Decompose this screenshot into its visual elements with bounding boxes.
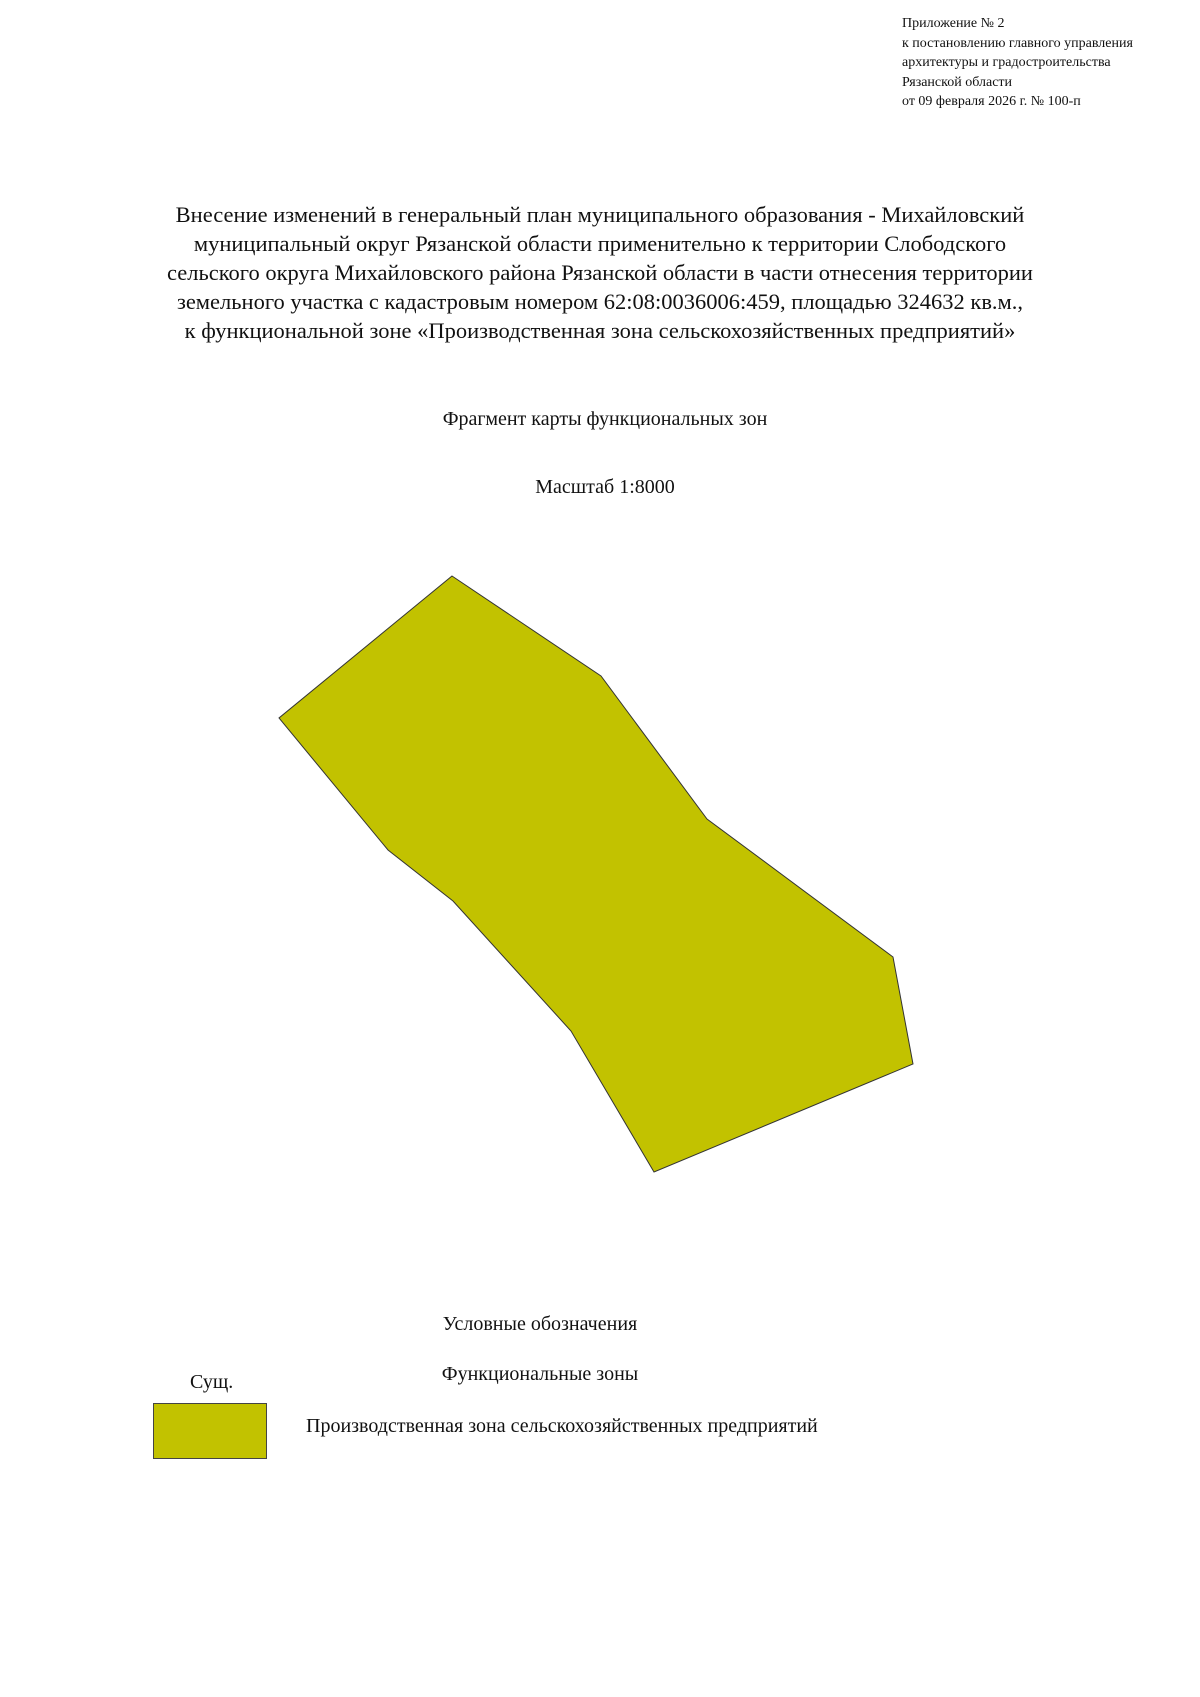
appendix-line: Рязанской области — [902, 74, 1013, 90]
legend-note: Сущ. — [190, 1371, 234, 1393]
legend-item-label: Производственная зона сельскохозяйственных предприятий — [306, 1415, 818, 1437]
zone-polygon — [279, 576, 913, 1172]
appendix-line: Приложение № 2 — [902, 16, 1005, 31]
map-scale: Масштаб 1:8000 — [535, 476, 675, 498]
appendix-line: от 09 февраля 2026 г. № 100-п — [902, 94, 1081, 109]
title-line: муниципальный округ Рязанской области применительно к территории Слободского — [193, 231, 1007, 256]
map-caption: Фрагмент карты функциональных зон — [442, 408, 768, 430]
legend-swatch — [153, 1403, 267, 1459]
title-line: сельского округа Михайловского района Рязанской области в части отнесения территории — [167, 260, 1033, 285]
appendix-line: архитектуры и градостроительства — [902, 55, 1111, 70]
document-title — [100, 200, 1100, 345]
appendix-line: к постановлению главного управления — [902, 35, 1133, 51]
legend-subtitle: Функциональные зоны — [441, 1363, 639, 1385]
title-line: земельного участка с кадастровым номером 62:08:0036006:459, площадью 324632 кв.м., — [176, 289, 1024, 314]
appendix-block — [902, 14, 1192, 112]
title-line: Внесение изменений в генеральный план муниципального образования - Михайловский — [175, 202, 1025, 227]
legend-title: Условные обозначения — [442, 1313, 638, 1335]
title-line: к функциональной зоне «Производственная зона сельскохозяйственных предприятий» — [184, 318, 1016, 343]
